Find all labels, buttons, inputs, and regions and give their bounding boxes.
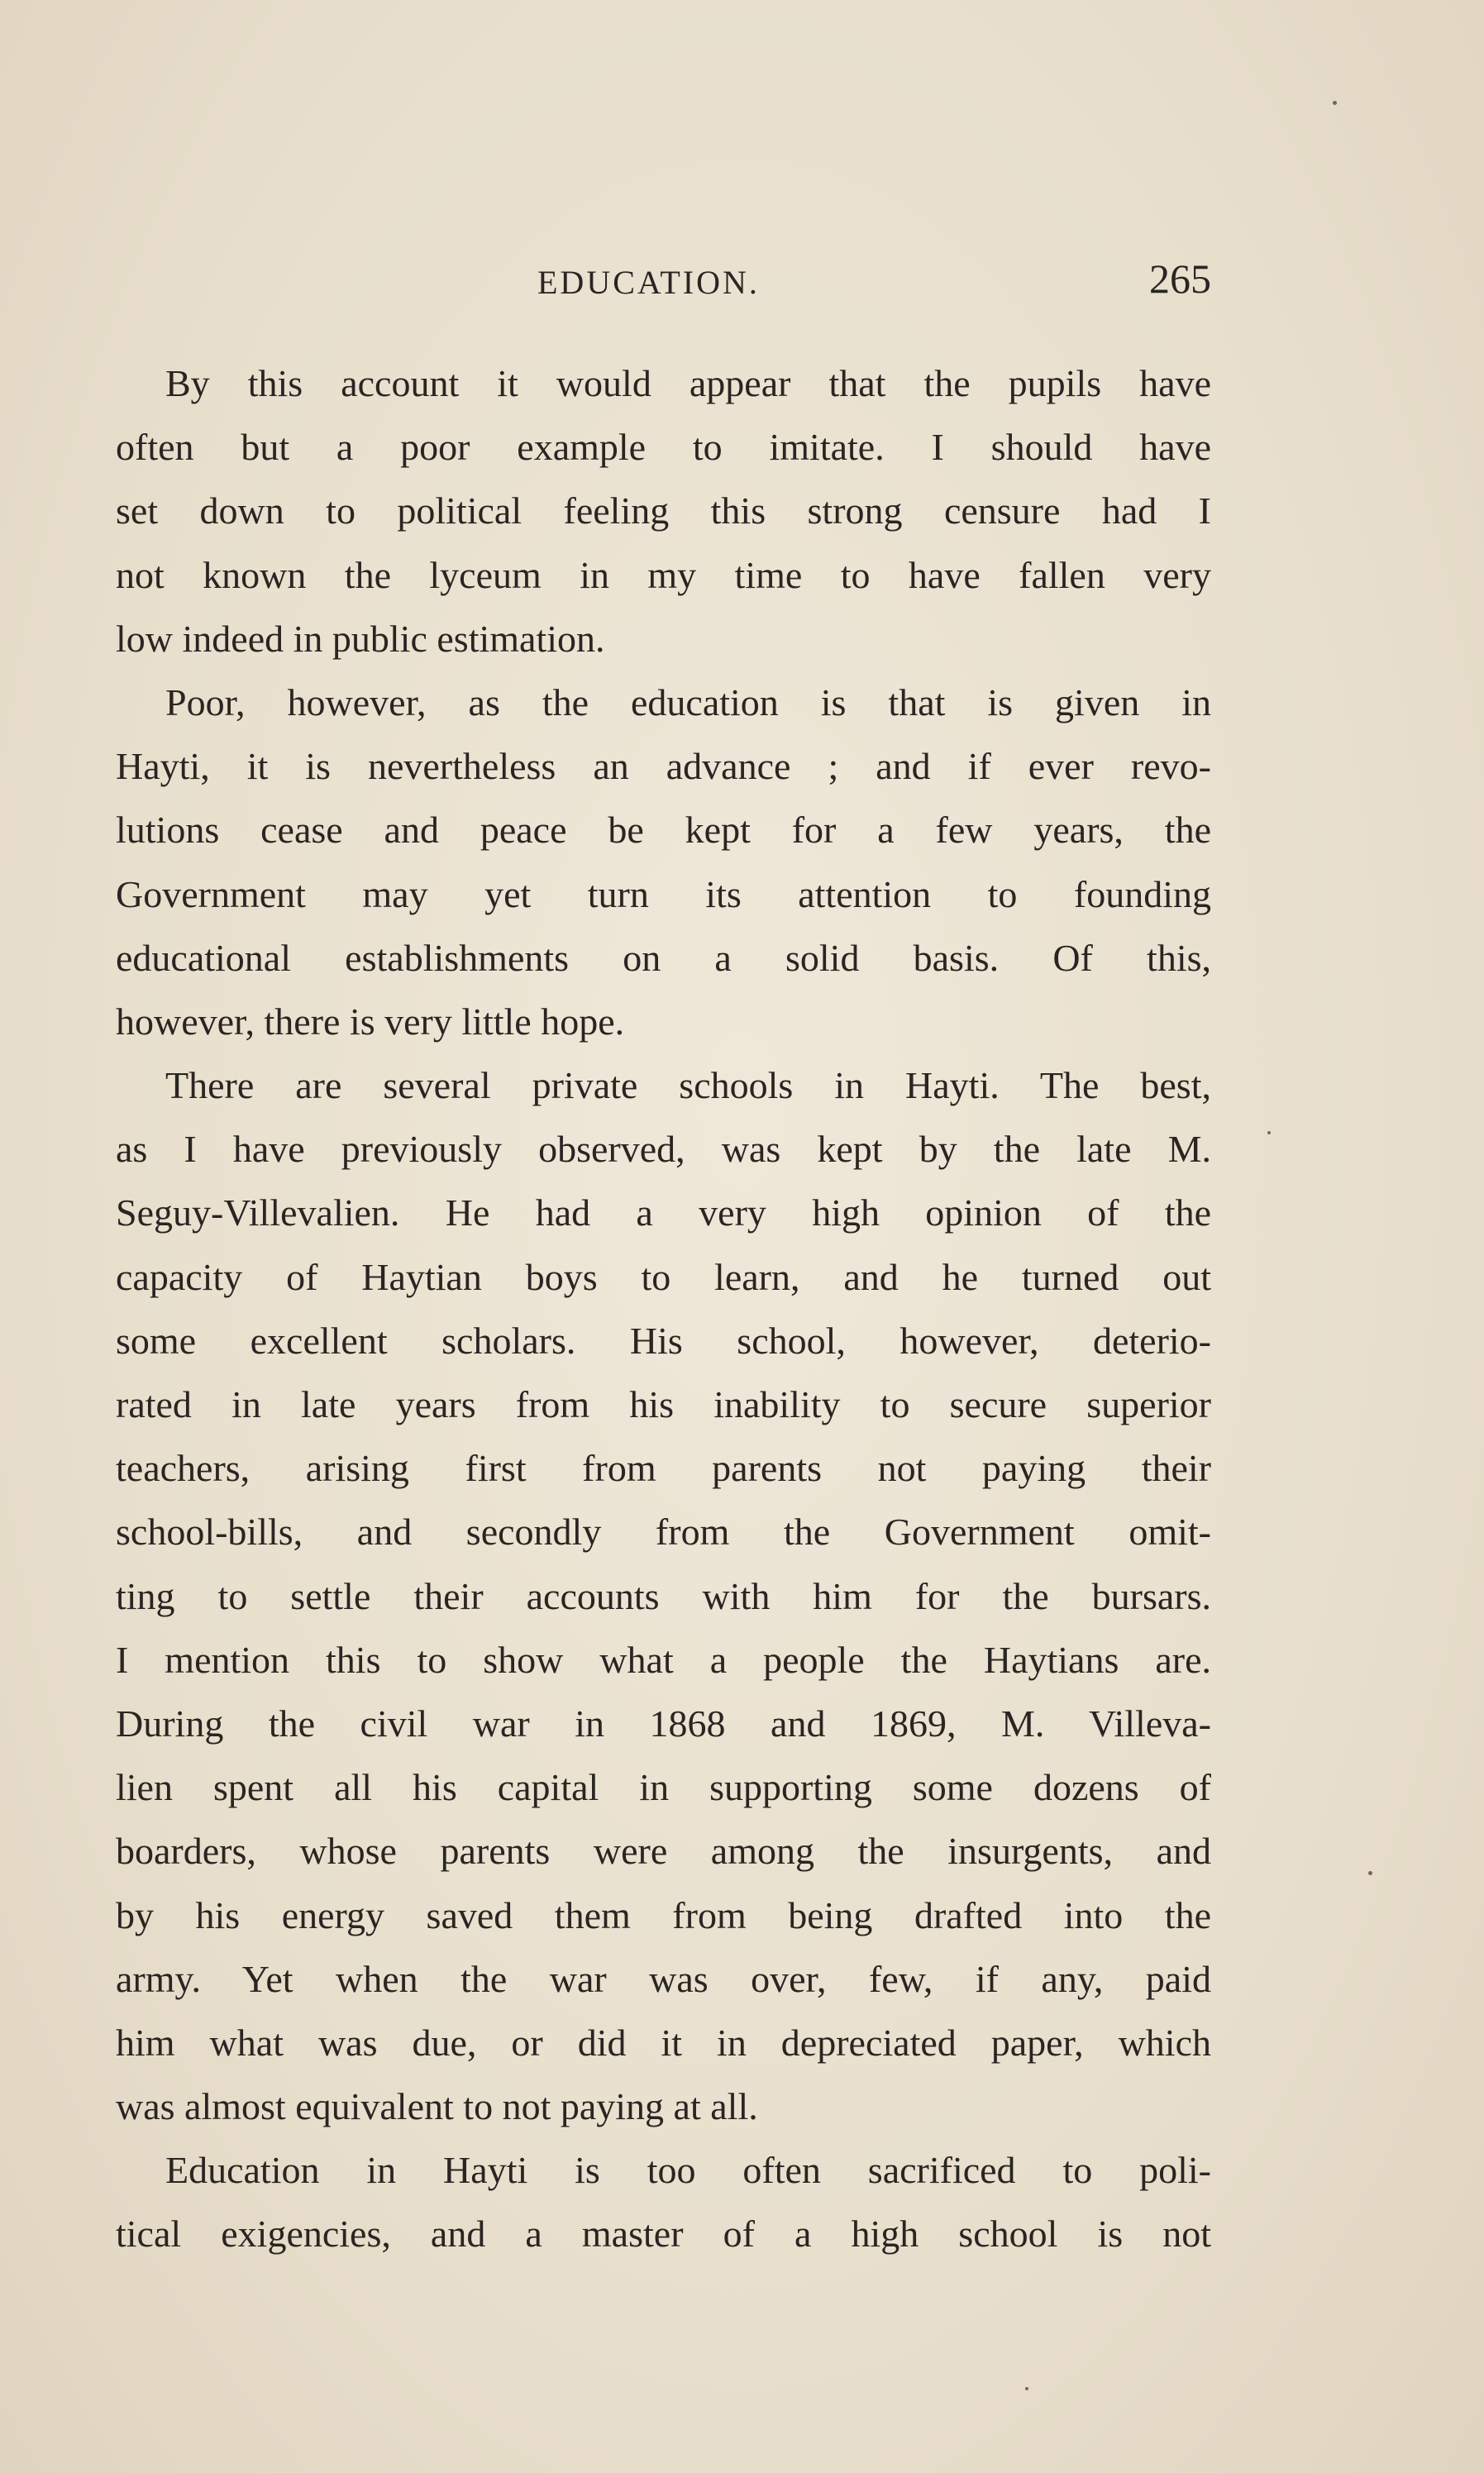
text-line: army. Yet when the war was over, few, if any, paid	[116, 1957, 1211, 2000]
text-line: set down to political feeling this strong censure had I	[116, 489, 1211, 532]
text-line: rated in late years from his inability to secure superior	[116, 1383, 1211, 1425]
text-line: lien spent all his capital in supporting some dozens of	[116, 1766, 1211, 1809]
text-line: often but a poor example to imitate. I should have	[116, 426, 1211, 469]
text-line: Hayti, it is nevertheless an advance ; and if ever revo-	[116, 745, 1211, 788]
text-line: educational establishments on a solid basis. Of this,	[116, 936, 1211, 979]
text-line: lutions cease and peace be kept for a few years, the	[116, 809, 1211, 852]
text-line: teachers, arising first from parents not paying their	[116, 1447, 1211, 1490]
body-text	[116, 351, 1211, 2266]
page-number: 265	[1149, 255, 1211, 302]
text-line: him what was due, or did it in depreciated paper, which	[116, 2021, 1211, 2064]
text-line: By this account it would appear that the pupils have	[165, 362, 1211, 404]
text-line: ting to settle their accounts with him for the bursars.	[116, 1574, 1211, 1617]
text-line: some excellent scholars. His school, however, deterio-	[116, 1319, 1211, 1362]
text-line: as I have previously observed, was kept by the late M.	[116, 1128, 1211, 1171]
text-line: low indeed in public estimation.	[116, 617, 605, 660]
text-line: not known the lyceum in my time to have fallen very	[116, 553, 1211, 596]
ink-speck	[1267, 1131, 1271, 1134]
text-line: school-bills, and secondly from the Government omit-	[116, 1511, 1211, 1554]
text-line: tical exigencies, and a master of a high school is not	[116, 2213, 1211, 2256]
text-line: During the civil war in 1868 and 1869, M. Villeva-	[116, 1702, 1211, 1745]
text-line: I mention this to show what a people the Haytians are.	[116, 1638, 1211, 1681]
ink-speck	[1025, 2387, 1028, 2390]
text-line: Government may yet turn its attention to founding	[116, 872, 1211, 915]
ink-speck	[1368, 1871, 1372, 1875]
text-line: Poor, however, as the education is that is given in	[165, 680, 1211, 723]
ink-speck	[1333, 101, 1337, 105]
page-header	[116, 255, 1211, 313]
text-line: was almost equivalent to not paying at all.	[116, 2085, 758, 2128]
running-head: EDUCATION.	[537, 264, 760, 301]
text-line: however, there is very little hope.	[116, 1000, 625, 1043]
text-line: boarders, whose parents were among the insurgents, and	[116, 1830, 1211, 1873]
text-line: Education in Hayti is too often sacrificed to poli-	[165, 2149, 1211, 2192]
text-line: by his energy saved them from being drafted into the	[116, 1893, 1211, 1936]
text-line: Seguy-Villevalien. He had a very high opinion of the	[116, 1191, 1211, 1234]
text-line: capacity of Haytian boys to learn, and he turned out	[116, 1255, 1211, 1298]
text-line: There are several private schools in Hayti. The best,	[165, 1064, 1211, 1107]
